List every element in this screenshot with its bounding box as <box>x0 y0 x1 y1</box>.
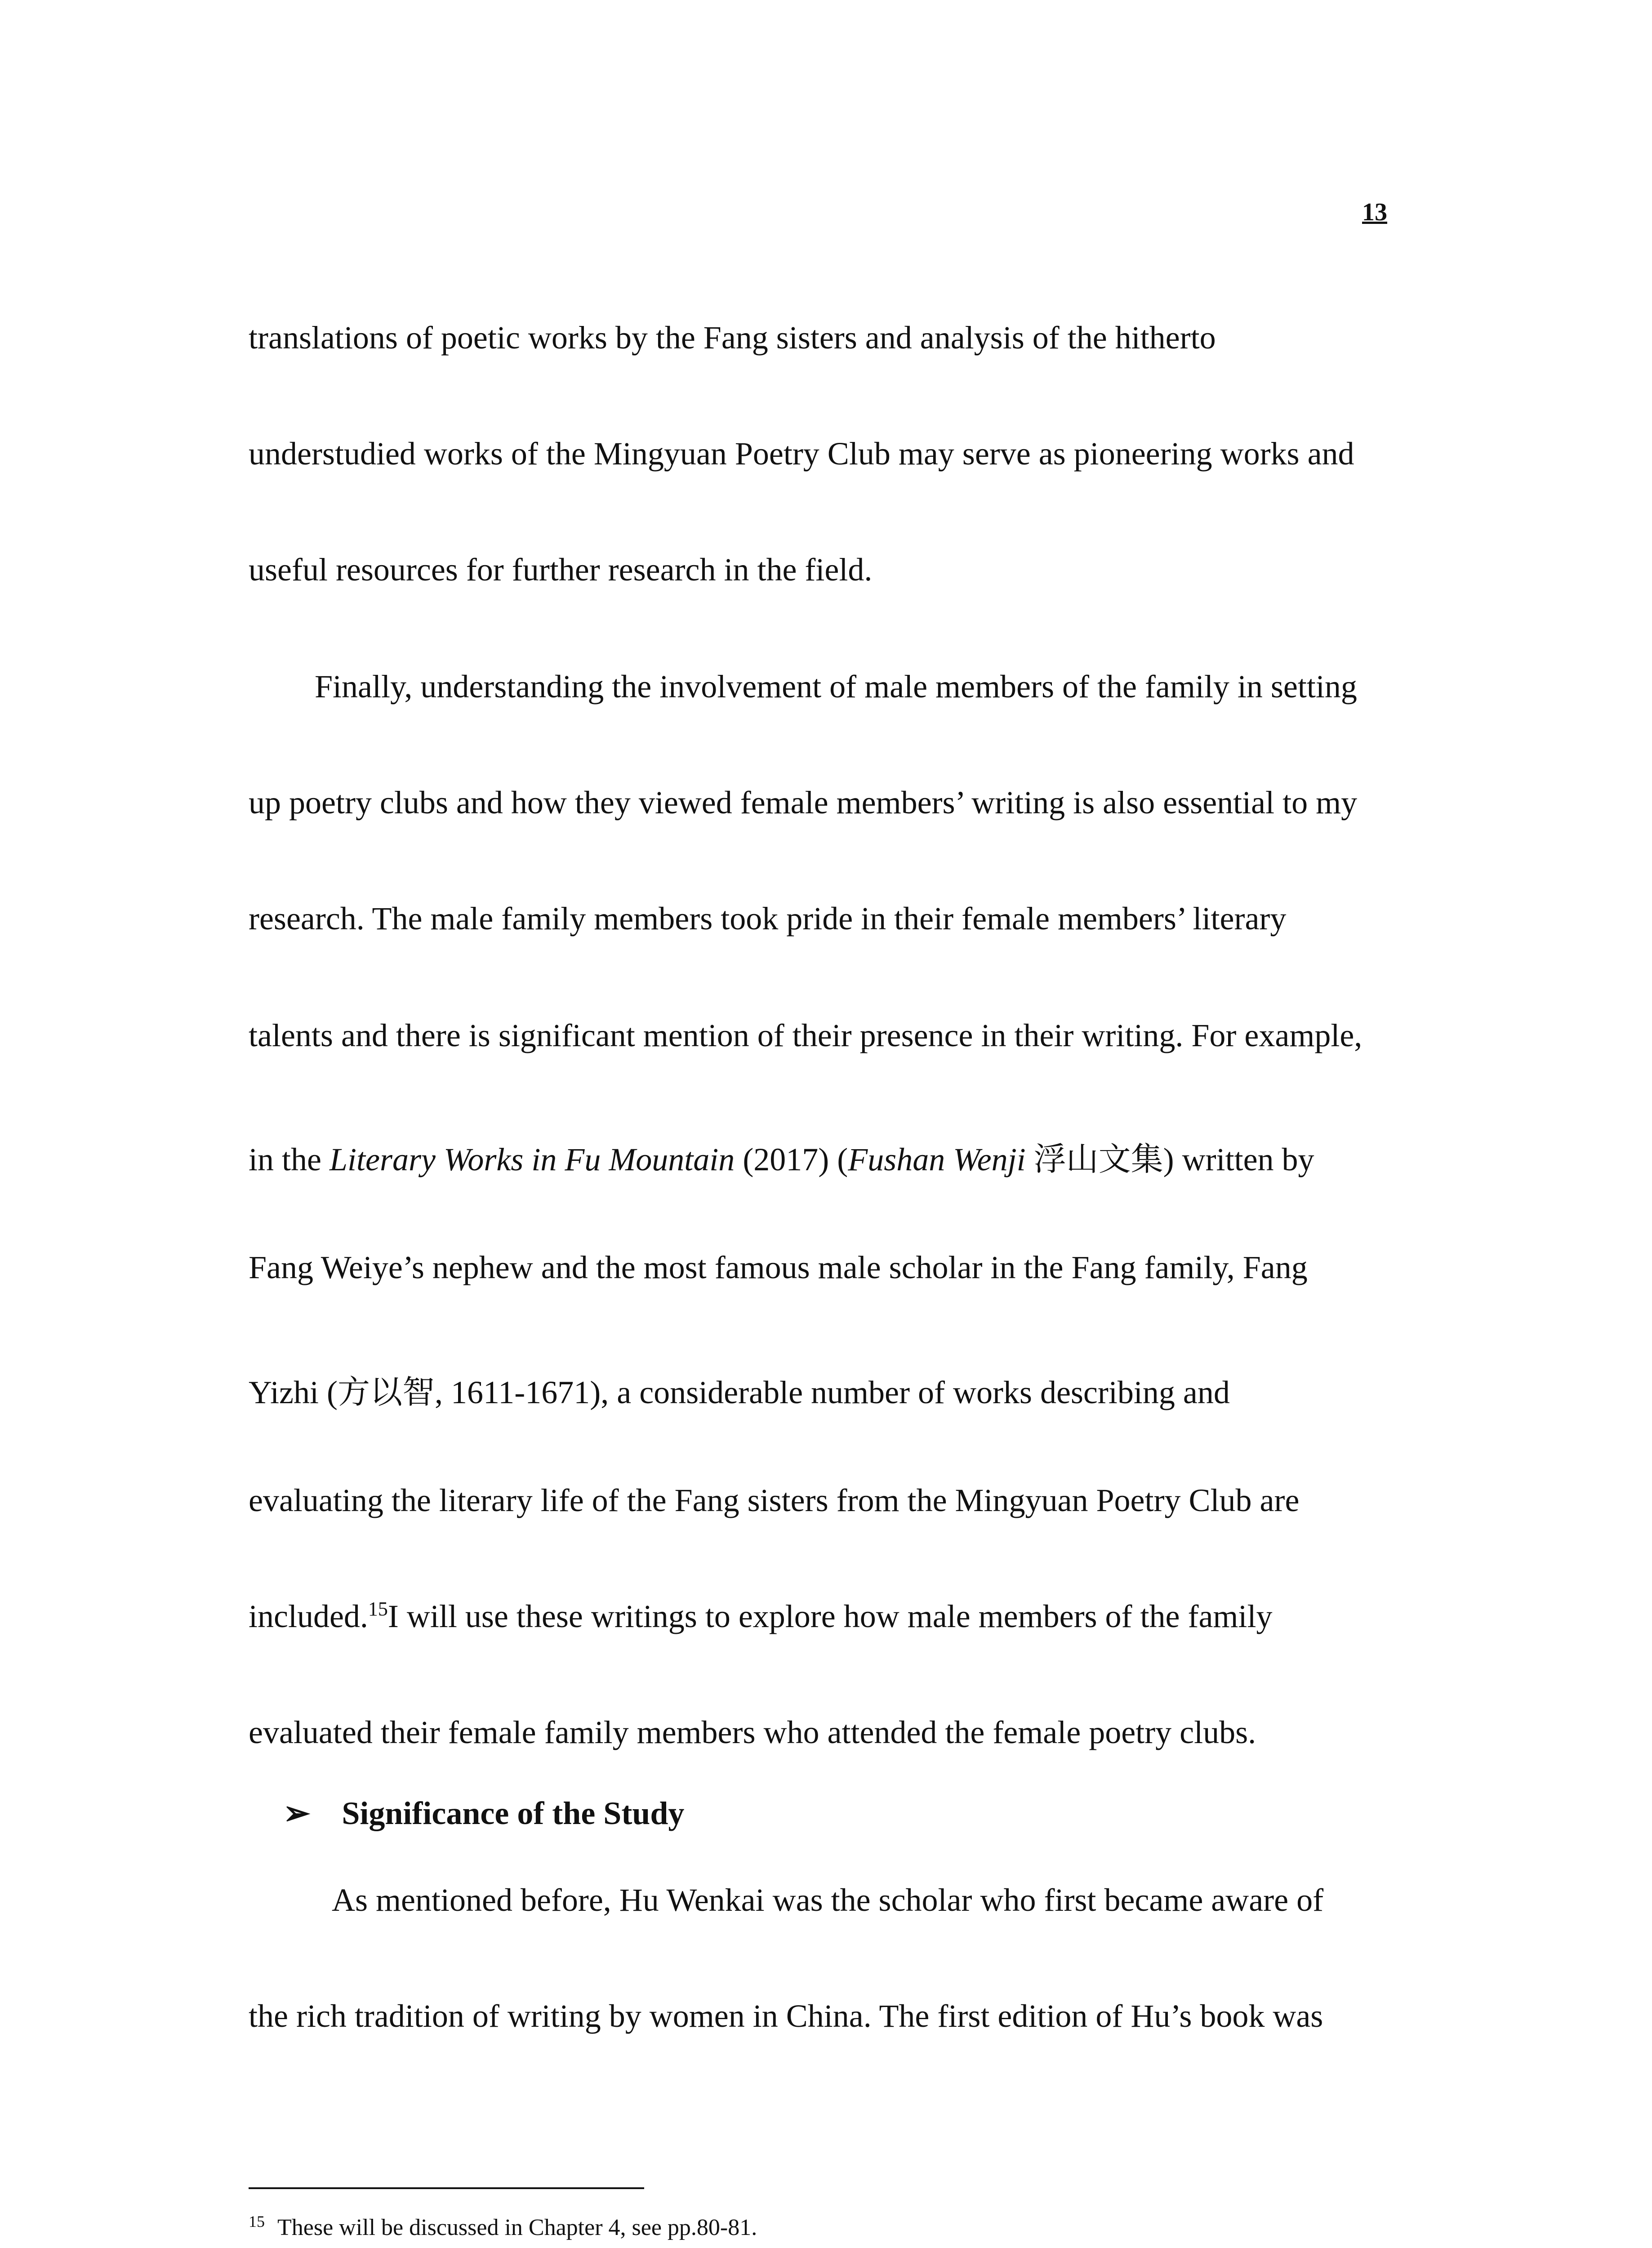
arrow-bullet-icon: ➢ <box>283 1795 311 1831</box>
text-span: included. <box>249 1598 368 1634</box>
footnote-reference[interactable]: 15 <box>368 1598 388 1620</box>
footnote-number: 15 <box>249 2212 265 2230</box>
text-span: in the <box>249 1142 330 1178</box>
body-line: the rich tradition of writing by women in China. The first edition of Hu’s book was <box>249 1998 1323 2034</box>
body-line: useful resources for further research in the field. <box>249 552 873 588</box>
body-line-with-title <box>249 1133 1314 1180</box>
body-line: Yizhi (方以智, 1611-1671), a considerable number of works describing and <box>249 1374 1230 1410</box>
body-line: translations of poetic works by the Fang sisters and analysis of the hitherto <box>249 320 1216 356</box>
paragraph-first-line: Finally, understanding the involvement of male members of the family in setting <box>315 669 1357 705</box>
text-span: (2017) ( <box>735 1142 848 1178</box>
book-title-pinyin: Fushan Wenji <box>848 1142 1026 1178</box>
book-title-chinese: 浮山文集 <box>1033 1142 1163 1178</box>
section-heading <box>283 1794 684 1832</box>
body-line: evaluating the literary life of the Fang sisters from the Mingyuan Poetry Club are <box>249 1482 1300 1518</box>
footnote <box>249 2214 757 2241</box>
paragraph-first-line: As mentioned before, Hu Wenkai was the scholar who first became aware of <box>332 1882 1324 1918</box>
footnote-text: These will be discussed in Chapter 4, see pp.80-81. <box>277 2215 757 2240</box>
text-span: ) written by <box>1163 1142 1314 1178</box>
text-span: I will use these writings to explore how male members of the family <box>387 1598 1273 1634</box>
body-line: research. The male family members took pride in their female members’ literary <box>249 901 1287 937</box>
footnote-divider <box>249 2187 644 2189</box>
body-line: up poetry clubs and how they viewed female members’ writing is also essential to my <box>249 785 1358 821</box>
body-line: talents and there is significant mention of their presence in their writing. For example, <box>249 1017 1363 1053</box>
body-line-with-footnote-ref <box>249 1598 1272 1635</box>
body-line: Fang Weiye’s nephew and the most famous male scholar in the Fang family, Fang <box>249 1249 1308 1285</box>
body-line: understudied works of the Mingyuan Poetry Club may serve as pioneering works and <box>249 436 1354 472</box>
book-title-english: Literary Works in Fu Mountain <box>329 1142 735 1178</box>
page-number: 13 <box>1362 198 1387 226</box>
section-heading-text: Significance of the Study <box>342 1795 685 1831</box>
body-line: evaluated their female family members who attended the female poetry clubs. <box>249 1714 1256 1750</box>
